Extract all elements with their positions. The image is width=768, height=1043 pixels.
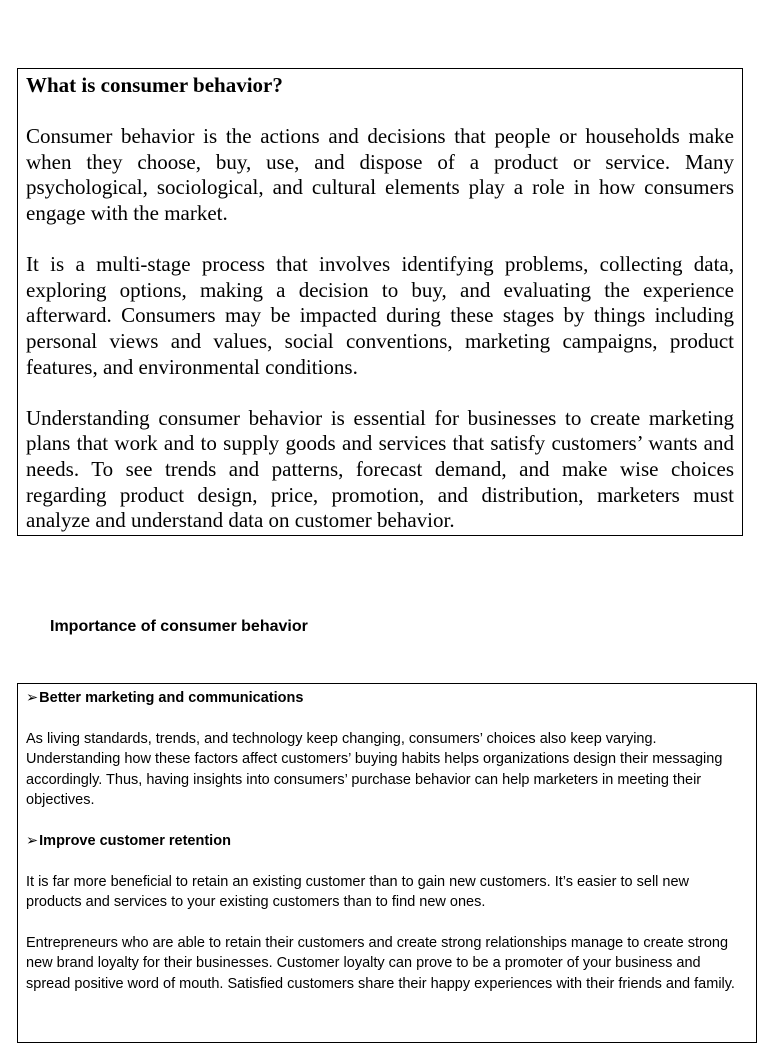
definition-title: What is consumer behavior?	[26, 73, 283, 97]
importance-box	[17, 683, 757, 1043]
importance-paragraph: Entrepreneurs who are able to retain their customers and create strong relationships manage to create strong new brand loyalty for their businesses. Customer loyalty can prove to be a promoter of your business and spread positive word of mouth. Satisfied customers share their happy experiences with their friends and family.	[26, 934, 735, 992]
definition-paragraph: It is a multi-stage process that involves identifying problems, collecting data, exploring options, making a decision to buy, and evaluating the experience afterward. Consumers may be impacted during these stages by things including personal views and values, social conventions, marketing campaigns, product features, and environmental conditions.	[26, 252, 734, 379]
subheading-label: Improve customer retention	[39, 832, 231, 849]
importance-subheading	[26, 688, 748, 708]
importance-subheading	[26, 831, 748, 851]
definition-paragraph: Understanding consumer behavior is essential for businesses to create marketing plans that work and to supply goods and services that satisfy customers’ wants and needs. To see trends and patterns, forecast demand, and make wise choices regarding product design, price, promotion, and distribution, marketers must analyze and understand data on customer behavior.	[26, 405, 734, 533]
subheading-label: Better marketing and communications	[39, 690, 304, 706]
definition-paragraph: Consumer behavior is the actions and decisions that people or households make when they choose, buy, use, and dispose of a product or service. Many psychological, sociological, and cultural elements play a role in how consumers engage with the market.	[26, 124, 734, 225]
arrow-bullet-icon: ➢	[26, 832, 39, 849]
importance-paragraph: As living standards, trends, and technology keep changing, consumers’ choices also keep varying. Understanding how these factors affect customers’ buying habits helps organizations design their messaging accordingly. Thus, having insights into consumers’ purchase behavior can help marketers in meeting their objectives.	[26, 730, 723, 809]
importance-heading: Importance of consumer behavior	[50, 618, 308, 635]
definition-box	[17, 68, 743, 536]
importance-paragraph: It is far more beneficial to retain an existing customer than to gain new customers. It’s easier to sell new products and services to your existing customers than to find new ones.	[26, 873, 690, 911]
arrow-bullet-icon: ➢	[26, 690, 39, 706]
